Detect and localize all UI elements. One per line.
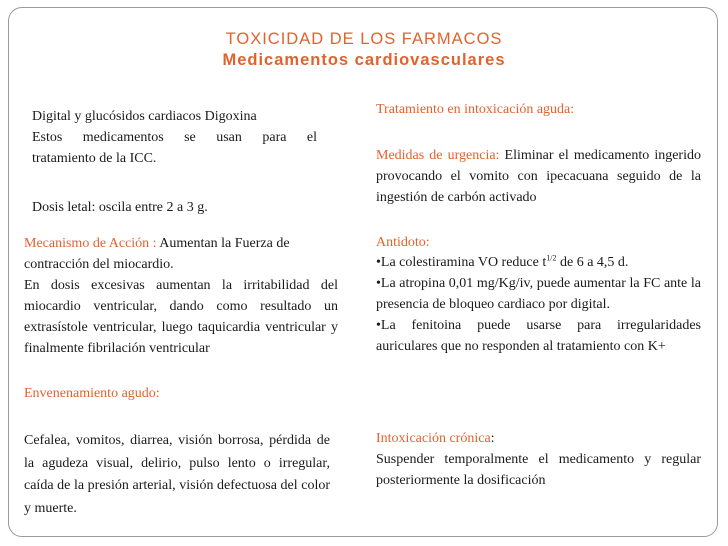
antidoto-item-2: • La atropina 0,01 mg/Kg/iv, puede aumentar la FC ante la presencia de bloqueo cardiaco por digital.	[376, 273, 701, 315]
cronica-block	[376, 428, 701, 491]
dosis-letal: Dosis letal: oscila entre 2 a 3 g.	[32, 200, 208, 215]
urgencia-block	[376, 145, 701, 208]
slide-subtitle: Medicamentos cardiovasculares	[222, 51, 506, 69]
urgencia-label: Medidas de urgencia:	[376, 148, 500, 163]
cronica-text: Suspender temporalmente el medicamento y regular posteriormente la dosificación	[376, 452, 701, 488]
mecanismo-text-2: contracción del miocardio.	[24, 257, 174, 272]
envenenamiento-label: Envenenamiento agudo:	[24, 386, 160, 401]
mecanismo-label: Mecanismo de Acción :	[24, 236, 157, 251]
cronica-label: Intoxicación crónica	[376, 431, 491, 446]
antidoto-item-3: • La fenitoina puede usarse para irregularidades auriculares que no responden al tratamiento con K+	[376, 315, 701, 357]
antidoto-list	[376, 252, 701, 357]
antidoto-item-1: • La colestiramina VO reduce $t^{1/2}$ de 6 a 4,5 d.	[376, 252, 701, 273]
urgencia-text: Eliminar el medicamento ingerido provocando el vomito con ipecacuana seguido de la ingestión de carbón activado	[376, 148, 701, 205]
antidoto-label: Antidoto:	[376, 235, 430, 250]
slide-title: TOXICIDAD DE LOS FARMACOS	[225, 30, 503, 48]
mecanismo-text-3: En dosis excesivas aumentan la irritabilidad del miocardio ventricular, dando como resultado un extrasístole ventricular, luego taquicardia ventricular y finalmente fibrilación ventricular	[24, 278, 338, 356]
intro-line-1: Digital y glucósidos cardiacos Digoxina	[32, 109, 257, 124]
intro-line-2: Estos medicamentos se usan para el	[32, 130, 317, 145]
tratamiento-label: Tratamiento en intoxicación aguda:	[376, 102, 575, 117]
mecanismo-text-1: Aumentan la Fuerza de	[156, 236, 290, 251]
cronica-colon: :	[490, 431, 495, 446]
intro-block	[32, 106, 317, 169]
mecanismo-block	[24, 233, 338, 359]
envenenamiento-text: Cefalea, vomitos, diarrea, visión borrosa, pérdida de la agudeza visual, delirio, pulso lento o irregular, caída de la presión arterial, visión defectuosa del color y muerte.	[24, 433, 330, 516]
intro-line-3: tratamiento de la ICC.	[32, 151, 157, 166]
